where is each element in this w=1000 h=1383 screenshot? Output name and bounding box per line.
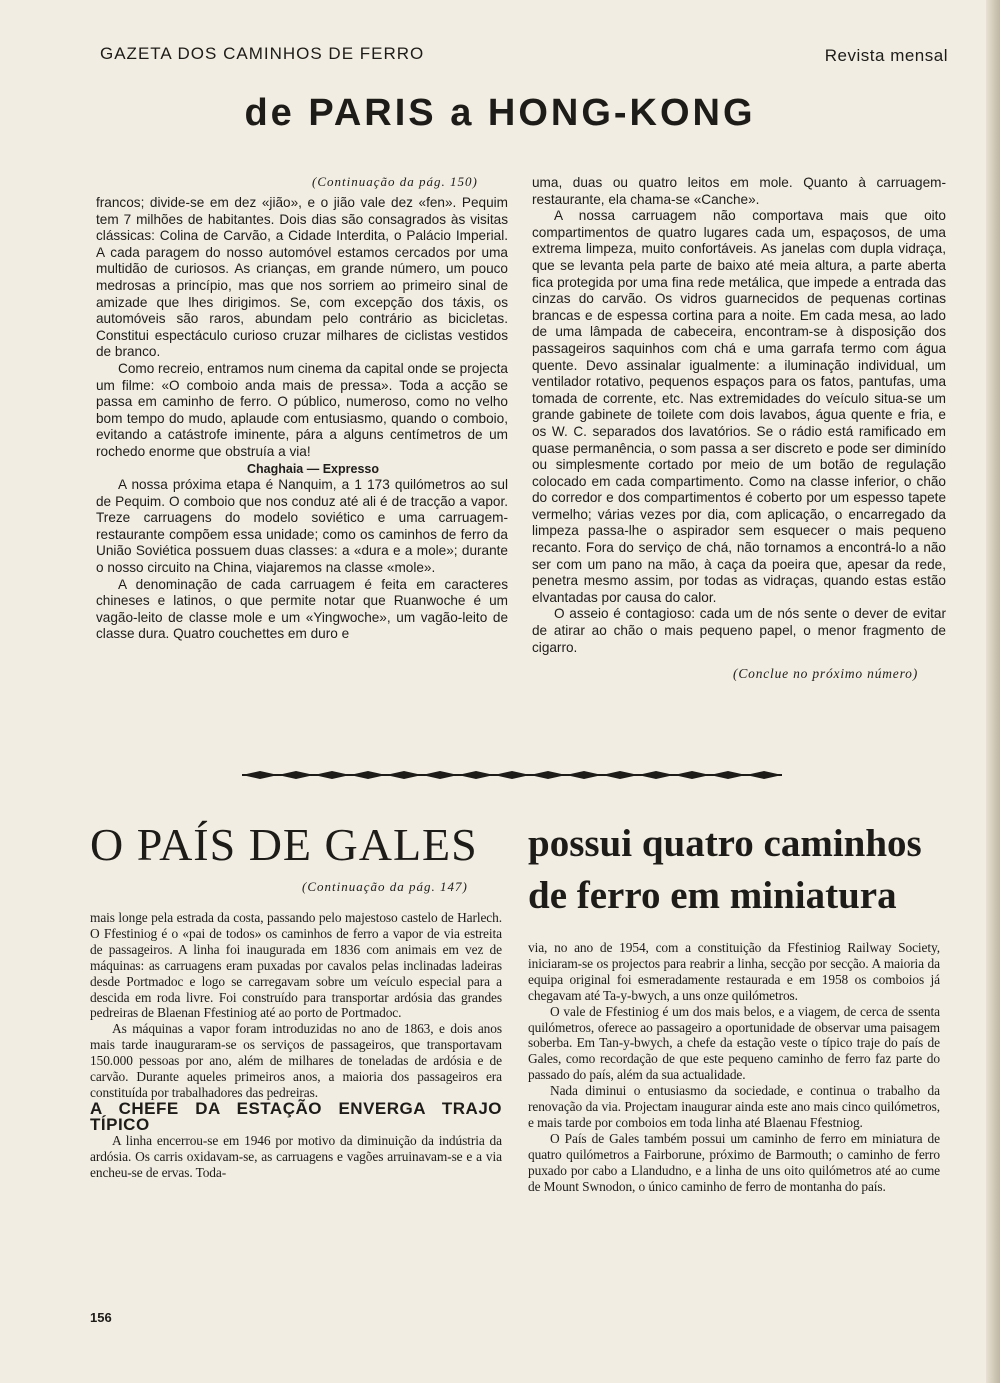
paragraph: francos; divide-se em dez «jião», e o jião vale dez «fen». Pequim tem 7 milhões de habitantes. Dois dias são consagrados às visitas clássicas: Colina de Carvão, a Cidade Interdita, o Palácio Imperial. A cada paragem do nosso automóvel estamos cercados por uma multidão de curiosos. As crianças, em grande número, um pouco medrosas a princípio, mas que nos sorriem ao primeiro sinal de amizade que lhes dirigimos. Se, com excepção dos táxis, os automóveis são raros, abundam pelo contrário as bicicletas. Constitui espectáculo curioso cruzar milhares de ciclistas vestidos de branco.	[96, 195, 508, 360]
article2-title-right	[528, 818, 922, 922]
publication-frequency: Revista mensal	[824, 46, 948, 65]
paragraph: via, no ano de 1954, com a constituição da Ffestiniog Railway Society, iniciaram-se os projectos para reabrir a linha, secção por secção. A maioria da equipa original foi esmeradamente restaurada e em 1958 os comboios já chegavam até Ta-y-bwych, a uns onze quilómetros.	[528, 940, 940, 1003]
paragraph: mais longe pela estrada da costa, passando pelo majestoso castelo de Harlech. O Ffestiniog é o «pai de todos» os caminhos de ferro a vapor de via estreita de passageiros. A linha foi inaugurada em 1836 com animais em vez de máquinas: as carruagens eram puxadas por cavalos pelas inclinadas ladeiras desde Portmadoc e logo se carregavam sobre um veículo especial para a descida em roda livre. Foi construído para transportar ardósia das grandes pedreiras de Blaenan Ffestiniog até ao porto de Portmadoc.	[90, 910, 502, 1021]
paragraph: A nossa carruagem não comportava mais que oito compartimentos de quatro lugares cada um, espaçosos, de uma extrema limpeza, muito confortáveis. As janelas com dupla vidraça, que se levanta pela parte de baixo até meia altura, a parte aberta fica protegida por uma fina rede metálica, que impede a entrada das cinzas do carvão. Os vidros guarnecidos de pequenas cortinas brancas e de espessa cortina para a noite. Em cada mesa, ao lado de uma lâmpada de cabeceira, encontram-se à disposição dos passageiros saquinhos com chá e uma garrafa termo com água quente. Devo assinalar igualmente: a iluminação individual, um ventilador rotativo, pequenos espaços para os fatos, pantufas, uma tomada de corrente, etc. Nas extremidades do veículo situa-se um grande gabinete de toilete com dois lavabos, água quente e fria, e os W. C. separados dos lavatórios. Se o rádio está ramificado em quase permanência, o som passa a ser discreto e pode ser diminído ou simplesmente cortado por meio de um botão de regulação colocado em cada compartimento. Como na classe inferior, o chão do corredor e dos compartimentos é coberto por um espesso tapete vermelho; várias vezes por dia, com aplicação, o encarregado da limpeza passa-lhe o aspirador sem esquecer o mais pequeno recanto. Fora do serviço de chá, não tornamos a encontrá-lo a não ser com um pano na mão, à caça da poeira que, apesar da rede, penetra mesmo assim, por todas as vidraças, quando estas estão elvantadas por causa do calor.	[532, 208, 946, 605]
article2-left-column	[90, 910, 502, 1180]
paragraph: O vale de Ffestiniog é um dos mais belos, e a viagem, de cerca de ssenta quilómetros, oferece ao passageiro a oportunidade de observar uma paisagem soberba. Em Tan-y-bwych, a chefe da estação veste o típico traje do país de Gales, como recordação de que este pequeno caminho de ferro faz parte do passado do país, além da sua actualidade.	[528, 1003, 940, 1083]
article2-title-line2: de ferro em miniatura	[528, 874, 897, 917]
publication-name: GAZETA DOS CAMINHOS DE FERRO	[100, 44, 425, 63]
article2-title-left: O PAÍS DE GALES	[90, 819, 478, 870]
ornamental-divider	[242, 768, 782, 782]
paragraph: As máquinas a vapor foram introduzidas no ano de 1863, e dois anos mais tarde inauguraram-se os serviços de passageiros, que transportavam 150.000 pessoas por ano, além de milhares de toneladas de ardósia e de carvão. Durante aqueles primeiros anos, a maioria dos passageiros era constituída por trabalhadores das pedreiras.	[90, 1021, 502, 1100]
paragraph: O asseio é contagioso: cada um de nós sente o dever de evitar de atirar ao chão o mais pequeno papel, o menor fragmento de cigarro.	[532, 606, 946, 655]
article1-right-column	[532, 175, 946, 683]
paragraph: Nada diminui o entusiasmo da sociedade, e continua o trabalho da renovação da via. Projectam inaugurar ainda este ano mais cinco quilómetros, e mais tarde por comboios em toda linha até Blaenau Ffestniog.	[528, 1083, 940, 1130]
paragraph: uma, duas ou quatro leitos em mole. Quanto à carruagem-restaurante, ela chama-se «Canche».	[532, 175, 946, 207]
paragraph: Como recreio, entramos num cinema da capital onde se projecta um filme: «O comboio anda mais de pressa». Toda a acção se passa em caminho de ferro. O público, numeroso, como no velho bom tempo do mudo, aplaude com entusiasmo, quando o comboio, evitando a catástrofe iminente, pára a alguns centímetros de um rochedo enorme que obstruía a via!	[96, 360, 508, 459]
page-number: 156	[90, 1310, 112, 1325]
article2-title-line1: possui quatro caminhos	[528, 822, 922, 865]
article2-continuation: (Continuação da pág. 147)	[302, 879, 468, 894]
article1-title: de PARIS a HONG-KONG	[244, 92, 756, 134]
article2-right-column	[528, 940, 940, 1195]
article1-subheading: Chaghaia — Expresso	[247, 461, 379, 476]
article2-subheading: A CHEFE DA ESTAÇÃO ENVERGA TRAJO TÍPICO	[90, 1098, 502, 1134]
paragraph: A nossa próxima etapa é Nanquim, a 1 173 quilómetros ao sul de Pequim. O comboio que nos conduz até ali é de tracção a vapor. Treze carruagens do modelo soviético e uma carruagem-restaurante compõem essa unidade; como os caminhos de ferro da União Soviética possuem duas classes: a «dura e a mole»; durante o nosso circuito na China, viajaremos na classe «mole».	[96, 477, 508, 576]
paragraph: O País de Gales também possui um caminho de ferro em miniatura de quatro quilómetros a Fairborune, próximo de Barmouth; o caminho de ferro puxado por cabo a Llandudno, e a linha de uns oito quilómetros até ao cume de Mount Swnodon, o único caminho de ferro de montanha do país.	[528, 1130, 940, 1194]
page-edge-shadow	[986, 0, 1000, 1383]
paragraph: A denominação de cada carruagem é feita em caracteres chineses e latinos, o que permite notar que Ruanwoche é um vagão-leito de classe mole e um «Yingwoche», um vagão-leito de classe dura. Quatro couchettes em duro e	[96, 576, 508, 642]
article1-left-column	[96, 195, 508, 643]
conclusion-note: (Conclue no próximo número)	[733, 666, 918, 682]
paragraph: A linha encerrou-se em 1946 por motivo da diminuição da indústria da ardósia. Os carris oxidavam-se, as carruagens e vagões arruinavam-se e a via encheu-se de ervas. Toda-	[90, 1132, 502, 1180]
article1-continuation: (Continuação da pág. 150)	[312, 174, 478, 189]
